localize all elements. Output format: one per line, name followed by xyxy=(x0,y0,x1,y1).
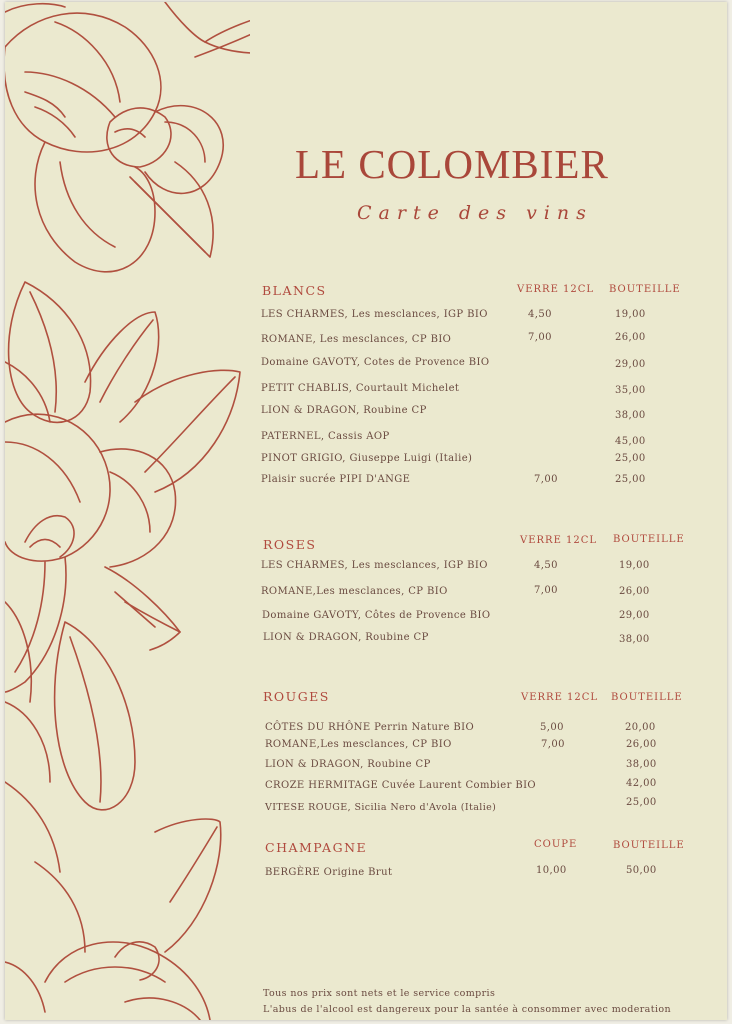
wine-name: CROZE HERMITAGE Cuvée Laurent Combier BIO xyxy=(265,780,537,791)
bottle-price: 19,00 xyxy=(619,560,650,571)
wine-name: PATERNEL, Cassis AOP xyxy=(261,431,390,442)
section-title-rouges: ROUGES xyxy=(263,689,330,704)
wine-name: VITESE ROUGE, Sicilia Nero d'Avola (Italie) xyxy=(265,802,497,813)
header-glass-rouges: VERRE 12CL xyxy=(521,692,599,703)
wine-name: LION & DRAGON, Roubine CP xyxy=(265,759,431,770)
section-title-champagne: CHAMPAGNE xyxy=(265,840,368,855)
glass-price: 7,00 xyxy=(534,585,558,596)
glass-price: 10,00 xyxy=(536,865,567,876)
header-bottle-roses: BOUTEILLE xyxy=(613,534,685,545)
glass-price: 4,50 xyxy=(534,560,558,571)
bottle-price: 20,00 xyxy=(625,722,656,733)
bottle-price: 19,00 xyxy=(615,309,646,320)
wine-name: LION & DRAGON, Roubine CP xyxy=(263,632,429,643)
lower-leaves xyxy=(5,622,135,952)
wine-name: ROMANE, Les mesclances, CP BIO xyxy=(261,334,452,345)
footer-service-note: Tous nos prix sont nets et le service compris xyxy=(263,988,496,999)
wine-name: LES CHARMES, Les mesclances, IGP BIO xyxy=(261,560,488,571)
header-glass-blancs: VERRE 12CL xyxy=(517,284,595,295)
header-bottle-rouges: BOUTEILLE xyxy=(611,692,683,703)
glass-price: 7,00 xyxy=(528,332,552,343)
wine-menu-page xyxy=(5,2,727,1020)
header-glass-roses: VERRE 12CL xyxy=(520,535,598,546)
page-title: LE COLOMBIER xyxy=(295,141,609,187)
section-title-roses: ROSES xyxy=(263,537,317,552)
middle-leaves xyxy=(5,282,240,492)
bottle-price: 25,00 xyxy=(626,797,657,808)
wine-name: PINOT GRIGIO, Giuseppe Luigi (Italie) xyxy=(261,453,473,464)
wine-name: LES CHARMES, Les mesclances, IGP BIO xyxy=(261,309,488,320)
bottle-price: 29,00 xyxy=(615,359,646,370)
section-title-blancs: BLANCS xyxy=(262,283,327,298)
bottle-price: 26,00 xyxy=(615,332,646,343)
bottle-price: 25,00 xyxy=(615,474,646,485)
bottom-flower xyxy=(5,819,221,1020)
wine-name: ROMANE,Les mesclances, CP BIO xyxy=(265,739,452,750)
header-bottle-champagne: BOUTEILLE xyxy=(613,840,685,851)
wine-name: PETIT CHABLIS, Courtault Michelet xyxy=(261,383,460,394)
header-bottle-blancs: BOUTEILLE xyxy=(609,284,681,295)
wine-name: CÔTES DU RHÔNE Perrin Nature BIO xyxy=(265,722,475,733)
bottle-price: 25,00 xyxy=(615,453,646,464)
page-subtitle: Carte des vins xyxy=(357,202,593,224)
wine-name: Plaisir sucrée PIPI D'ANGE xyxy=(261,474,411,485)
bottle-price: 29,00 xyxy=(619,610,650,621)
bottle-price: 38,00 xyxy=(615,410,646,421)
middle-flower xyxy=(5,414,180,702)
bottle-price: 26,00 xyxy=(619,586,650,597)
floral-illustration xyxy=(5,2,250,1020)
bottle-price: 45,00 xyxy=(615,436,646,447)
glass-price: 4,50 xyxy=(528,309,552,320)
bottle-price: 38,00 xyxy=(619,634,650,645)
bottle-price: 38,00 xyxy=(626,759,657,770)
glass-price: 5,00 xyxy=(540,722,564,733)
header-glass-champagne: COUPE xyxy=(534,839,578,850)
wine-name: ROMANE,Les mesclances, CP BIO xyxy=(261,586,448,597)
wine-name: BERGÈRE Origine Brut xyxy=(265,867,393,878)
glass-price: 7,00 xyxy=(534,474,558,485)
bottle-price: 50,00 xyxy=(626,865,657,876)
top-flower xyxy=(5,2,250,272)
bottle-price: 35,00 xyxy=(615,385,646,396)
bottle-price: 42,00 xyxy=(626,778,657,789)
glass-price: 7,00 xyxy=(541,739,565,750)
bottle-price: 26,00 xyxy=(626,739,657,750)
wine-name: Domaine GAVOTY, Cotes de Provence BIO xyxy=(261,357,490,368)
footer-alcohol-warning: L'abus de l'alcool est dangereux pour la santée à consommer avec moderation xyxy=(263,1004,672,1015)
wine-name: LION & DRAGON, Roubine CP xyxy=(261,405,427,416)
wine-name: Domaine GAVOTY, Côtes de Provence BIO xyxy=(262,610,491,621)
